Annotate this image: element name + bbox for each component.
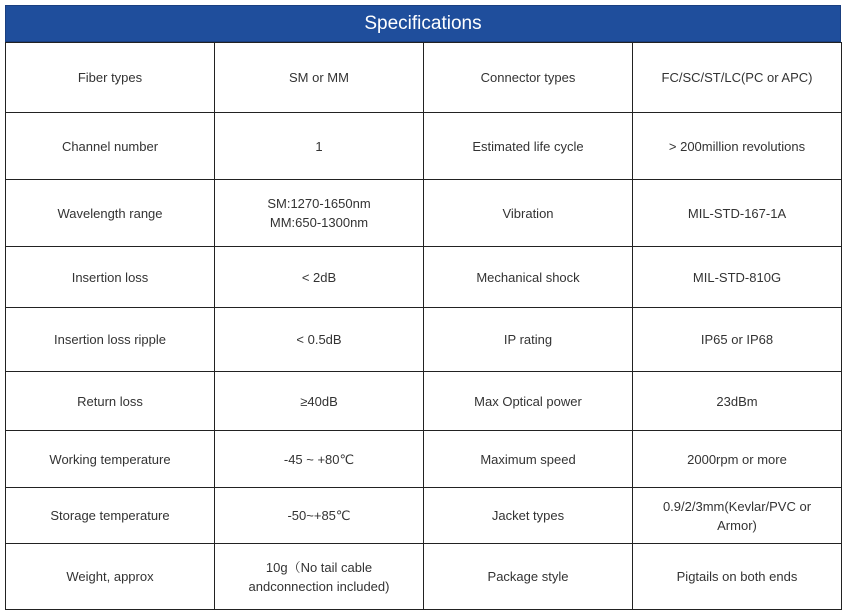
spec-value-line: andconnection included) — [248, 578, 390, 594]
spec-value — [633, 43, 842, 113]
spec-value-line: 1 — [315, 138, 323, 154]
spec-label: Channel number — [6, 113, 215, 180]
spec-value-line: SM:1270-1650nm — [267, 196, 371, 211]
spec-label: Insertion loss — [6, 247, 215, 308]
spec-value-line: MM:650-1300nm — [269, 215, 369, 230]
specifications-panel — [5, 5, 841, 610]
spec-value — [633, 247, 842, 308]
spec-value-line: MIL-STD-810G — [692, 269, 782, 285]
spec-label: Wavelength range — [6, 180, 215, 247]
spec-label: Mechanical shock — [424, 247, 633, 308]
spec-value — [215, 372, 424, 431]
spec-value — [633, 544, 842, 610]
table-row — [6, 43, 842, 113]
spec-value — [215, 308, 424, 372]
spec-value-line: IP65 or IP68 — [700, 332, 774, 347]
spec-label: Return loss — [6, 372, 215, 431]
spec-value — [215, 431, 424, 488]
spec-label: Connector types — [424, 43, 633, 113]
spec-label: Weight, approx — [6, 544, 215, 610]
spec-value-line: -45 ~ +80℃ — [283, 451, 355, 467]
spec-value-line: 10g（No tail cable — [265, 559, 373, 575]
table-row — [6, 431, 842, 488]
spec-value — [215, 113, 424, 180]
spec-value-line: < 0.5dB — [296, 332, 342, 347]
spec-label: Working temperature — [6, 431, 215, 488]
spec-value — [215, 247, 424, 308]
spec-value — [215, 43, 424, 113]
spec-value-line: > 200million revolutions — [668, 138, 806, 154]
spec-value-line: -50~+85℃ — [287, 508, 351, 523]
table-row — [6, 372, 842, 431]
table-row — [6, 180, 842, 247]
spec-value-line: 0.9/2/3mm(Kevlar/PVC or — [662, 498, 812, 514]
spec-label: Estimated life cycle — [424, 113, 633, 180]
spec-value — [633, 488, 842, 544]
spec-value — [215, 180, 424, 247]
spec-value-line: FC/SC/ST/LC(PC or APC) — [661, 70, 813, 85]
table-row — [6, 113, 842, 180]
spec-value-line: 23dBm — [716, 393, 758, 409]
spec-value — [633, 308, 842, 372]
table-title: Specifications — [5, 5, 841, 42]
specifications-table — [5, 42, 842, 610]
spec-label: Package style — [424, 544, 633, 610]
spec-label: Vibration — [424, 180, 633, 247]
spec-label: Insertion loss ripple — [6, 308, 215, 372]
spec-label: Maximum speed — [424, 431, 633, 488]
spec-label: Jacket types — [424, 488, 633, 544]
spec-value — [633, 372, 842, 431]
spec-label: IP rating — [424, 308, 633, 372]
table-row — [6, 488, 842, 544]
spec-value — [215, 544, 424, 610]
spec-value — [633, 431, 842, 488]
table-row — [6, 308, 842, 372]
specifications-table-body — [6, 43, 842, 610]
spec-label: Max Optical power — [424, 372, 633, 431]
spec-value-line: 2000rpm or more — [687, 451, 787, 467]
spec-value — [633, 180, 842, 247]
table-row — [6, 247, 842, 308]
spec-value-line: Armor) — [717, 517, 757, 533]
spec-value-line: < 2dB — [301, 269, 337, 285]
spec-value — [633, 113, 842, 180]
spec-label: Fiber types — [6, 43, 215, 113]
table-row — [6, 544, 842, 610]
spec-value-line: MIL-STD-167-1A — [687, 205, 787, 221]
spec-value — [215, 488, 424, 544]
spec-value-line: ≥40dB — [300, 393, 338, 409]
spec-value-line: SM or MM — [289, 70, 349, 85]
spec-value-line: Pigtails on both ends — [676, 569, 798, 584]
spec-label: Storage temperature — [6, 488, 215, 544]
